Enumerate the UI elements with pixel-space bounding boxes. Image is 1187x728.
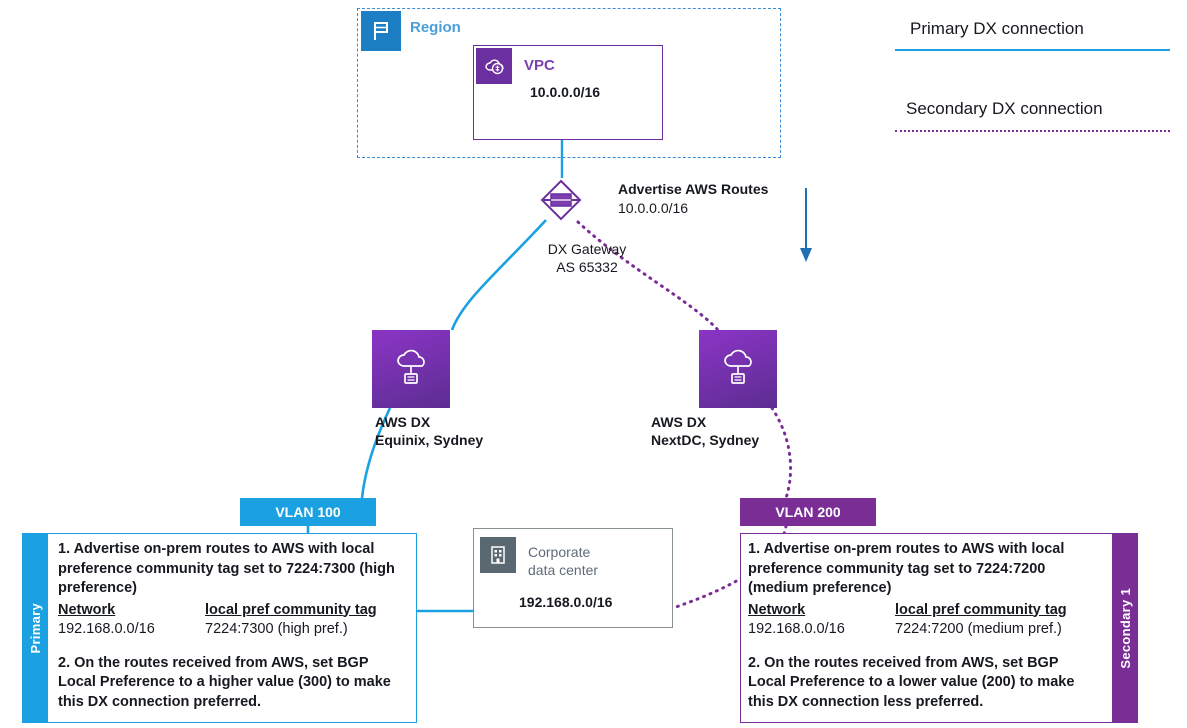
primary-item-1: 1. Advertise on-prem routes to AWS with local preference community tag set to 7224:7300 (high preference) xyxy=(58,541,395,596)
vlan-tag-100: VLAN 100 xyxy=(240,498,376,526)
dx-primary-caption xyxy=(375,413,483,449)
dx-gateway-name: DX Gateway xyxy=(547,241,627,257)
primary-panel-body xyxy=(58,540,408,712)
dx-primary-location: Equinix, Sydney xyxy=(375,432,484,448)
dx-gateway-label xyxy=(512,240,662,276)
secondary-panel-body xyxy=(748,540,1100,712)
aws-direct-connect-icon-secondary xyxy=(699,330,777,408)
secondary-panel-tab xyxy=(1112,533,1138,723)
secondary-cell-community: 7224:7200 (medium pref.) xyxy=(895,621,1062,637)
secondary-item-2: 2. On the routes received from AWS, set BGP Local Preference to a lower value (200) to make this DX connection less preferred. xyxy=(748,654,1075,710)
primary-route-table xyxy=(58,601,408,640)
dx-secondary-caption xyxy=(651,413,759,449)
dx-gateway-icon xyxy=(538,177,584,223)
primary-panel-tab xyxy=(22,533,48,723)
secondary-cell-network: 192.168.0.0/16 xyxy=(748,621,845,637)
advertise-routes-note xyxy=(618,180,768,218)
advertise-routes-prefix: 10.0.0.0/16 xyxy=(618,200,689,216)
secondary-header-network: Network xyxy=(748,601,806,618)
vpc-cidr: 10.0.0.0/16 xyxy=(530,84,601,100)
corporate-data-center-label xyxy=(528,543,668,579)
vpc-label: VPC xyxy=(524,57,555,74)
legend-primary-line xyxy=(895,49,1170,51)
legend-secondary-line xyxy=(895,130,1170,132)
table-row xyxy=(748,620,1100,640)
advertise-routes-title: Advertise AWS Routes xyxy=(618,181,769,197)
vpc-cloud-icon xyxy=(476,48,512,84)
secondary-item-1: 1. Advertise on-prem routes to AWS with local preference community tag set to 7224:7200 (medium preference) xyxy=(748,541,1065,596)
secondary-panel-tab-label: Secondary 1 xyxy=(1117,587,1133,669)
aws-direct-connect-icon-primary xyxy=(372,330,450,408)
primary-item-2: 2. On the routes received from AWS, set BGP Local Preference to a higher value (300) to make this DX connection preferred. xyxy=(58,654,391,710)
primary-cell-community: 7224:7300 (high pref.) xyxy=(205,621,348,637)
primary-route-table-header xyxy=(58,601,408,621)
region-flag-icon xyxy=(361,11,401,51)
table-row xyxy=(58,620,408,640)
dx-primary-title: AWS DX xyxy=(375,414,431,430)
primary-panel-tab-label: Primary xyxy=(27,602,43,654)
legend-secondary-label: Secondary DX connection xyxy=(906,99,1103,118)
secondary-route-table-header xyxy=(748,601,1100,621)
corporate-data-center-cidr: 192.168.0.0/16 xyxy=(519,594,613,610)
primary-cell-network: 192.168.0.0/16 xyxy=(58,621,155,637)
primary-header-network: Network xyxy=(58,601,116,618)
dc-label-line2: data center xyxy=(528,562,599,578)
primary-header-community: local pref community tag xyxy=(205,601,377,618)
data-center-building-icon xyxy=(480,537,516,573)
dc-label-line1: Corporate xyxy=(528,544,591,560)
secondary-header-community: local pref community tag xyxy=(895,601,1067,618)
dx-gateway-asn: AS 65332 xyxy=(556,259,618,275)
region-label: Region xyxy=(410,19,461,36)
vlan-tag-200: VLAN 200 xyxy=(740,498,876,526)
dx-secondary-location: NextDC, Sydney xyxy=(651,432,760,448)
secondary-route-table xyxy=(748,601,1100,640)
dx-secondary-title: AWS DX xyxy=(651,414,707,430)
legend-primary-label: Primary DX connection xyxy=(910,19,1084,38)
